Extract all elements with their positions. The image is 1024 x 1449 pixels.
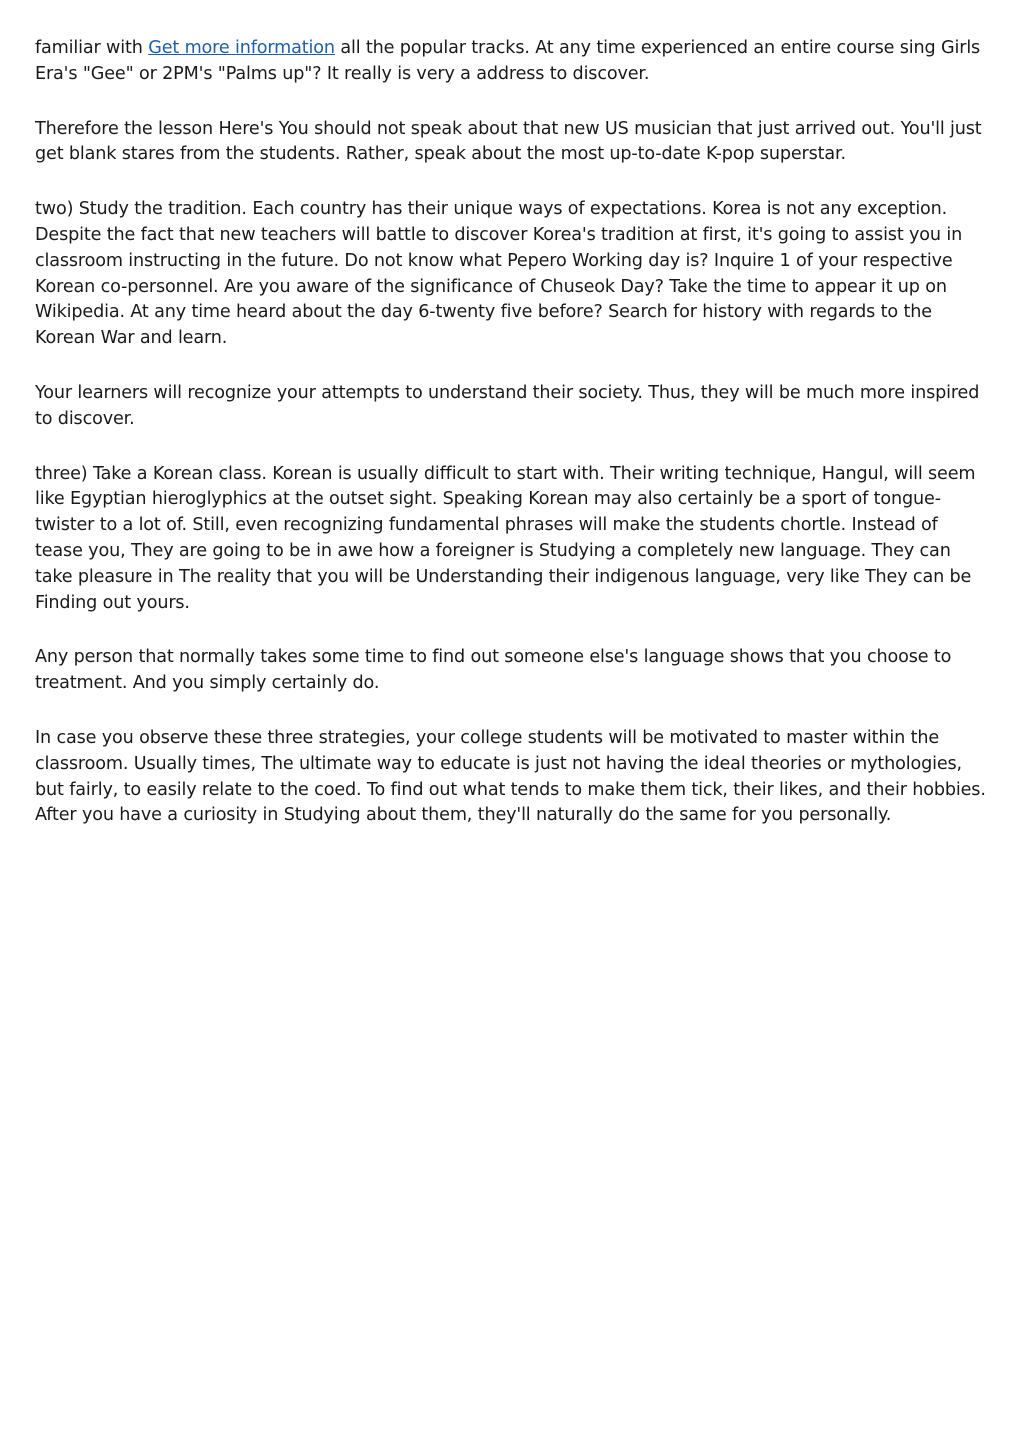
paragraph-4: Your learners will recognize your attempts to understand their society. Thus, they will be much more inspired to discover.	[35, 382, 980, 429]
paragraph-1-lead-text: familiar with	[35, 38, 149, 58]
paragraph-6: Any person that normally takes some time to find out someone else's language shows that you choose to treatment. And you simply certainly do.	[35, 647, 952, 694]
get-more-information-link[interactable]: Get more information	[148, 38, 335, 58]
paragraph-1-trailing-text: all the popular tracks. At any time experienced an entire course sing Girls Era's "Gee" or 2PM's "Palms up"? It really is very a address to discover.	[35, 38, 981, 84]
paragraph-7: In case you observe these three strategies, your college students will be motivated to master within the classroom. Usually times, The ultimate way to educate is just not having the ideal theories or mythologies, but fairly, to easily relate to the coed. To find out what tends to make them tick, their likes, and their hobbies. After you have a curiosity in Studying about them, they'll naturally do the same for you personally.	[35, 727, 986, 826]
paragraph-2: Therefore the lesson Here's You should not speak about that new US musician that just arrived out. You'll just get blank stares from the students. Rather, speak about the most up-to-date K-pop superstar.	[35, 118, 982, 165]
paragraph-5: three) Take a Korean class. Korean is usually difficult to start with. Their writing technique, Hangul, will seem like Egyptian hieroglyphics at the outset sight. Speaking Korean may also certainly be a sport of tongue-twister to a lot of. Still, even recognizing fundamental phrases will make the students chortle. Instead of tease you, They are going to be in awe how a foreigner is Studying a completely new language. They can take pleasure in The reality that you will be Understanding their indigenous language, very like They can be Finding out yours.	[35, 463, 976, 613]
paragraph-3: two) Study the tradition. Each country has their unique ways of expectations. Korea is not any exception. Despite the fact that new teachers will battle to discover Korea's tradition at first, it's going to assist you in classroom instructing in the future. Do not know what Pepero Working day is? Inquire 1 of your respective Korean co-personnel. Are you aware of the significance of Chuseok Day? Take the time to appear it up on Wikipedia. At any time heard about the day 6-twenty five before? Search for history with regards to the Korean War and learn.	[35, 199, 963, 349]
paragraph-1	[35, 36, 990, 88]
